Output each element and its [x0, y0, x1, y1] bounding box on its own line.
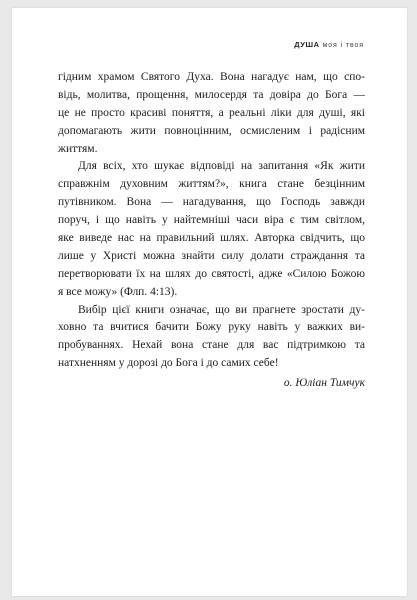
book-page	[12, 8, 407, 596]
text-line: путівником. Вона — нагадування, що Господь завжди	[58, 196, 365, 209]
text-line: перетворювати їх на шлях до святості, адже «Силою Божою	[58, 267, 365, 280]
text-line: це не просто красиві поняття, а реальні ліки для душі, які	[58, 106, 365, 119]
text-line: поруч, і що навіть у найтемніші часи віра є тим світлом,	[58, 214, 365, 227]
author-signature: о. Юліан Тимчук	[283, 377, 365, 390]
text-line: життям.	[58, 142, 98, 155]
text-line: Вибір цієї книги означає, що ви прагнете зростати ду-	[78, 303, 365, 316]
text-line: ховно та вчитися бачити Божу руку навіть у важких ви-	[58, 321, 365, 334]
text-line: я все можу» (Флп. 4:13).	[58, 285, 178, 298]
text-line: Для всіх, хто шукає відповіді на запитання «Як жити	[78, 160, 365, 173]
paragraph-3	[58, 302, 365, 374]
text-line: допомагають жити повноцінним, осмисленим і радісним	[58, 124, 365, 137]
running-head-title: ДУША	[294, 40, 320, 49]
text-line: гідним храмом Святого Духа. Вона нагадує нам, що спо-	[58, 71, 365, 83]
text-line: справжнім духовним життям?», книга стане безцінним	[58, 178, 365, 191]
text-line: відь, молитва, прощення, милосердя та довіра до Бога —	[58, 88, 365, 101]
running-head-subtitle: моя і твоя	[322, 42, 364, 49]
text-line: пробуваннях. Нехай вона стане для вас підтримкою та	[58, 339, 365, 352]
text-line: лише у Христі можна знайти силу долати страждання та	[58, 249, 365, 262]
text-line: натхненням у дорозі до Бога і до самих себе!	[58, 357, 279, 370]
paragraph-1	[58, 69, 365, 158]
running-head	[294, 40, 364, 49]
body-text	[58, 69, 365, 393]
text-line: яке виведе нас на правильний шлях. Авторка свідчить, що	[58, 232, 365, 245]
paragraph-2	[58, 158, 365, 301]
